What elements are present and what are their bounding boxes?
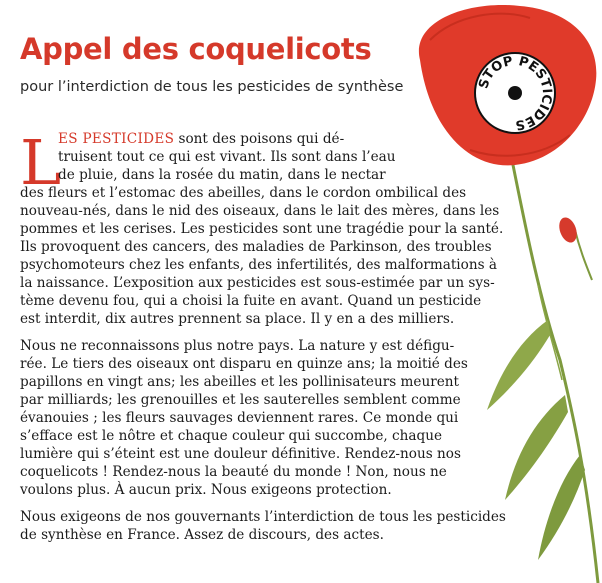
poppy-bud: [556, 215, 580, 245]
poppy-leaf: [538, 455, 585, 560]
text-line: truisent tout ce qui est vivant. Ils sont dans l’eau: [58, 149, 396, 165]
text-line: s’efface est le nôtre et chaque couleur qui succombe, chaque: [20, 428, 443, 444]
poppy-leaf: [487, 320, 550, 410]
text-line: voulons plus. À aucun prix. Nous exigeons protection.: [20, 482, 392, 498]
text-line: Nous ne reconnaissons plus notre pays. La nature y est défigu-: [20, 338, 455, 354]
drop-cap: L: [20, 126, 62, 199]
text-line: nouveau-nés, dans le nid des oiseaux, dans le lait des mères, dans les: [20, 203, 500, 219]
text-line: évanouies ; les fleurs sauvages deviennent rares. Ce monde qui: [20, 410, 459, 426]
text-line: psychomoteurs chez les enfants, des infertilités, des malformations à: [20, 257, 497, 273]
text-line: est interdit, dix autres prennent sa place. Il y en a des milliers.: [20, 311, 455, 327]
text-line: ES PESTICIDES sont des poisons qui dé-: [58, 131, 345, 147]
text-line: des fleurs et l’estomac des abeilles, dans le cordon ombilical des: [20, 185, 467, 201]
text-line: de synthèse en France. Assez de discours, des actes.: [20, 527, 384, 543]
text-line: Nous exigeons de nos gouvernants l’interdiction de tous les pesticides: [20, 509, 506, 525]
text-line: coquelicots ! Rendez-nous la beauté du monde ! Non, nous ne: [20, 464, 447, 480]
badge-text: STOP PESTICIDES: [476, 53, 555, 133]
poppy-leaf: [505, 395, 568, 500]
text-line: tème devenu fou, qui a choisi la fuite en avant. Quand un pesticide: [20, 293, 482, 309]
text-line: de pluie, dans la rosée du matin, dans le nectar: [58, 167, 386, 183]
text-line: papillons en vingt ans; les abeilles et les pollinisateurs meurent: [20, 374, 459, 390]
lead-in: ES PESTICIDES: [58, 131, 175, 147]
text-line: rée. Le tiers des oiseaux ont disparu en quinze ans; la moitié des: [20, 356, 468, 372]
page-title: Appel des coquelicots: [20, 32, 372, 66]
text-line: la naissance. L’exposition aux pesticides est sous-estimée par un sys-: [20, 275, 495, 291]
text-line: lumière qui s’éteint est une douleur définitive. Rendez-nous nos: [20, 446, 461, 462]
text-line: pommes et les cerises. Les pesticides sont une tragédie pour la santé.: [20, 221, 504, 237]
text-line: Ils provoquent des cancers, des maladies de Parkinson, des troubles: [20, 239, 492, 255]
text-line: par milliards; les grenouilles et les sauterelles semblent comme: [20, 392, 461, 408]
page-subtitle: pour l’interdiction de tous les pesticides de synthèse: [20, 79, 404, 95]
